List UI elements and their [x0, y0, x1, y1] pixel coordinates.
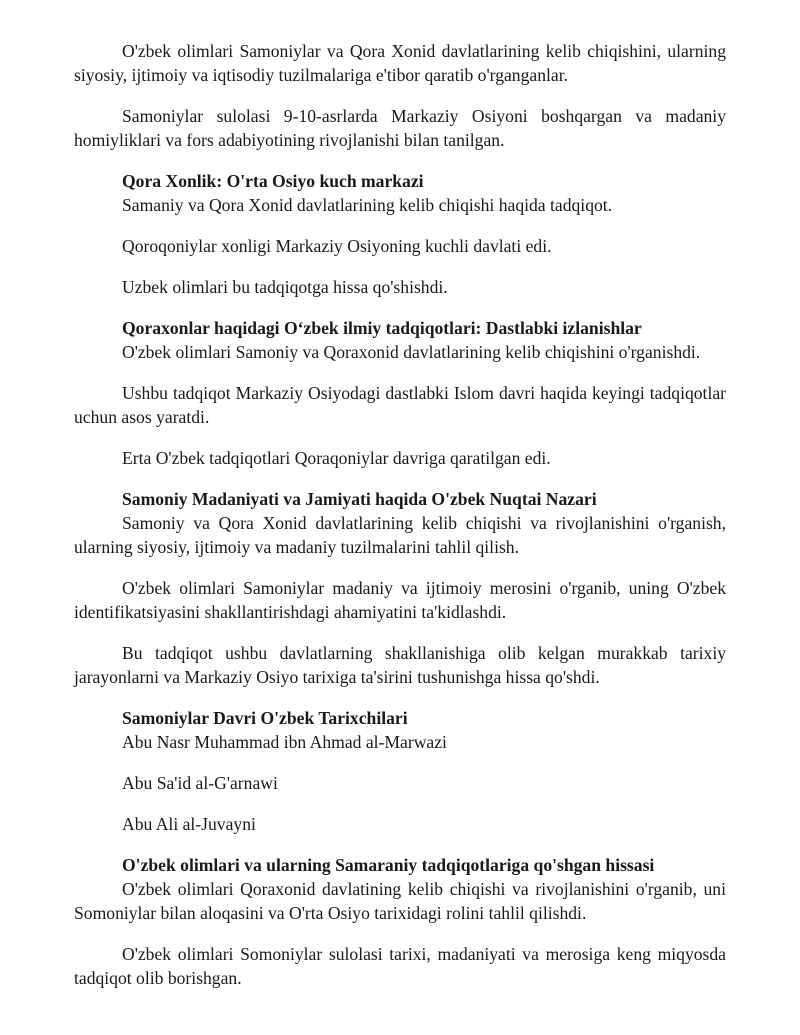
- list-item: Uzbek olimlari bu tadqiqotga hissa qo'shishdi.: [122, 277, 448, 297]
- list-item: Erta O'zbek tadqiqotlari Qoraqoniylar davriga qaratilgan edi.: [122, 448, 551, 468]
- list-item: Qoroqoniylar xonligi Markaziy Osiyoning kuchli davlati edi.: [122, 236, 552, 256]
- section-heading: O'zbek olimlari va ularning Samaraniy tadqiqotlariga qo'shgan hissasi: [122, 855, 655, 875]
- body-paragraph: Bu tadqiqot ushbu davlatlarning shakllanishiga olib kelgan murakkab tarixiy jarayonlarni va Markaziy Osiyo tarixiga ta'sirini tushunishga hissa qo'shdi.: [74, 643, 726, 687]
- section-first-line: Samaniy va Qora Xonid davlatlarining kelib chiqishi haqida tadqiqot.: [122, 195, 613, 215]
- historian-name: Abu Sa'id al-G'arnawi: [122, 773, 278, 793]
- document-page: [74, 39, 726, 1007]
- section-heading: Qoraxonlar haqidagi O‘zbek ilmiy tadqiqotlari: Dastlabki izlanishlar: [122, 318, 642, 338]
- body-paragraph: Samoniy va Qora Xonid davlatlarining kelib chiqishi va rivojlanishini o'rganish, ularning siyosiy, ijtimoiy va madaniy tuzilmalarini tahlil qilish.: [74, 513, 726, 557]
- historian-name: Abu Ali al-Juvayni: [122, 814, 256, 834]
- intro-paragraph: Samoniylar sulolasi 9-10-asrlarda Markaziy Osiyoni boshqargan va madaniy homiyliklari va fors adabiyotining rivojlanishi bilan tanilgan.: [74, 106, 726, 150]
- historian-name: Abu Nasr Muhammad ibn Ahmad al-Marwazi: [122, 732, 447, 752]
- intro-paragraph: O'zbek olimlari Samoniylar va Qora Xonid davlatlarining kelib chiqishini, ularning siyosiy, ijtimoiy va iqtisodiy tuzilmalariga e'tibor qaratib o'rganganlar.: [74, 41, 726, 85]
- section-heading: Qora Xonlik: O'rta Osiyo kuch markazi: [122, 171, 424, 191]
- section-first-line: O'zbek olimlari Samoniy va Qoraxonid davlatlarining kelib chiqishini o'rganishdi.: [122, 342, 701, 362]
- body-paragraph: O'zbek olimlari Samoniylar madaniy va ijtimoiy merosini o'rganib, uning O'zbek identifikatsiyasini shakllantirishdagi ahamiyatini ta'kidlashdi.: [74, 578, 726, 622]
- body-paragraph: O'zbek olimlari Somoniylar sulolasi tarixi, madaniyati va merosiga keng miqyosda tadqiqot olib borishgan.: [74, 944, 726, 988]
- section-heading: Samoniy Madaniyati va Jamiyati haqida O'zbek Nuqtai Nazari: [122, 489, 597, 509]
- section-heading: Samoniylar Davri O'zbek Tarixchilari: [122, 708, 408, 728]
- body-paragraph: Ushbu tadqiqot Markaziy Osiyodagi dastlabki Islom davri haqida keyingi tadqiqotlar uchun asos yaratdi.: [74, 383, 726, 427]
- body-paragraph: O'zbek olimlari Qoraxonid davlatining kelib chiqishi va rivojlanishini o'rganib, uni Somoniylar bilan aloqasini va O'rta Osiyo tarixidagi rolini tahlil qilishdi.: [74, 879, 726, 923]
